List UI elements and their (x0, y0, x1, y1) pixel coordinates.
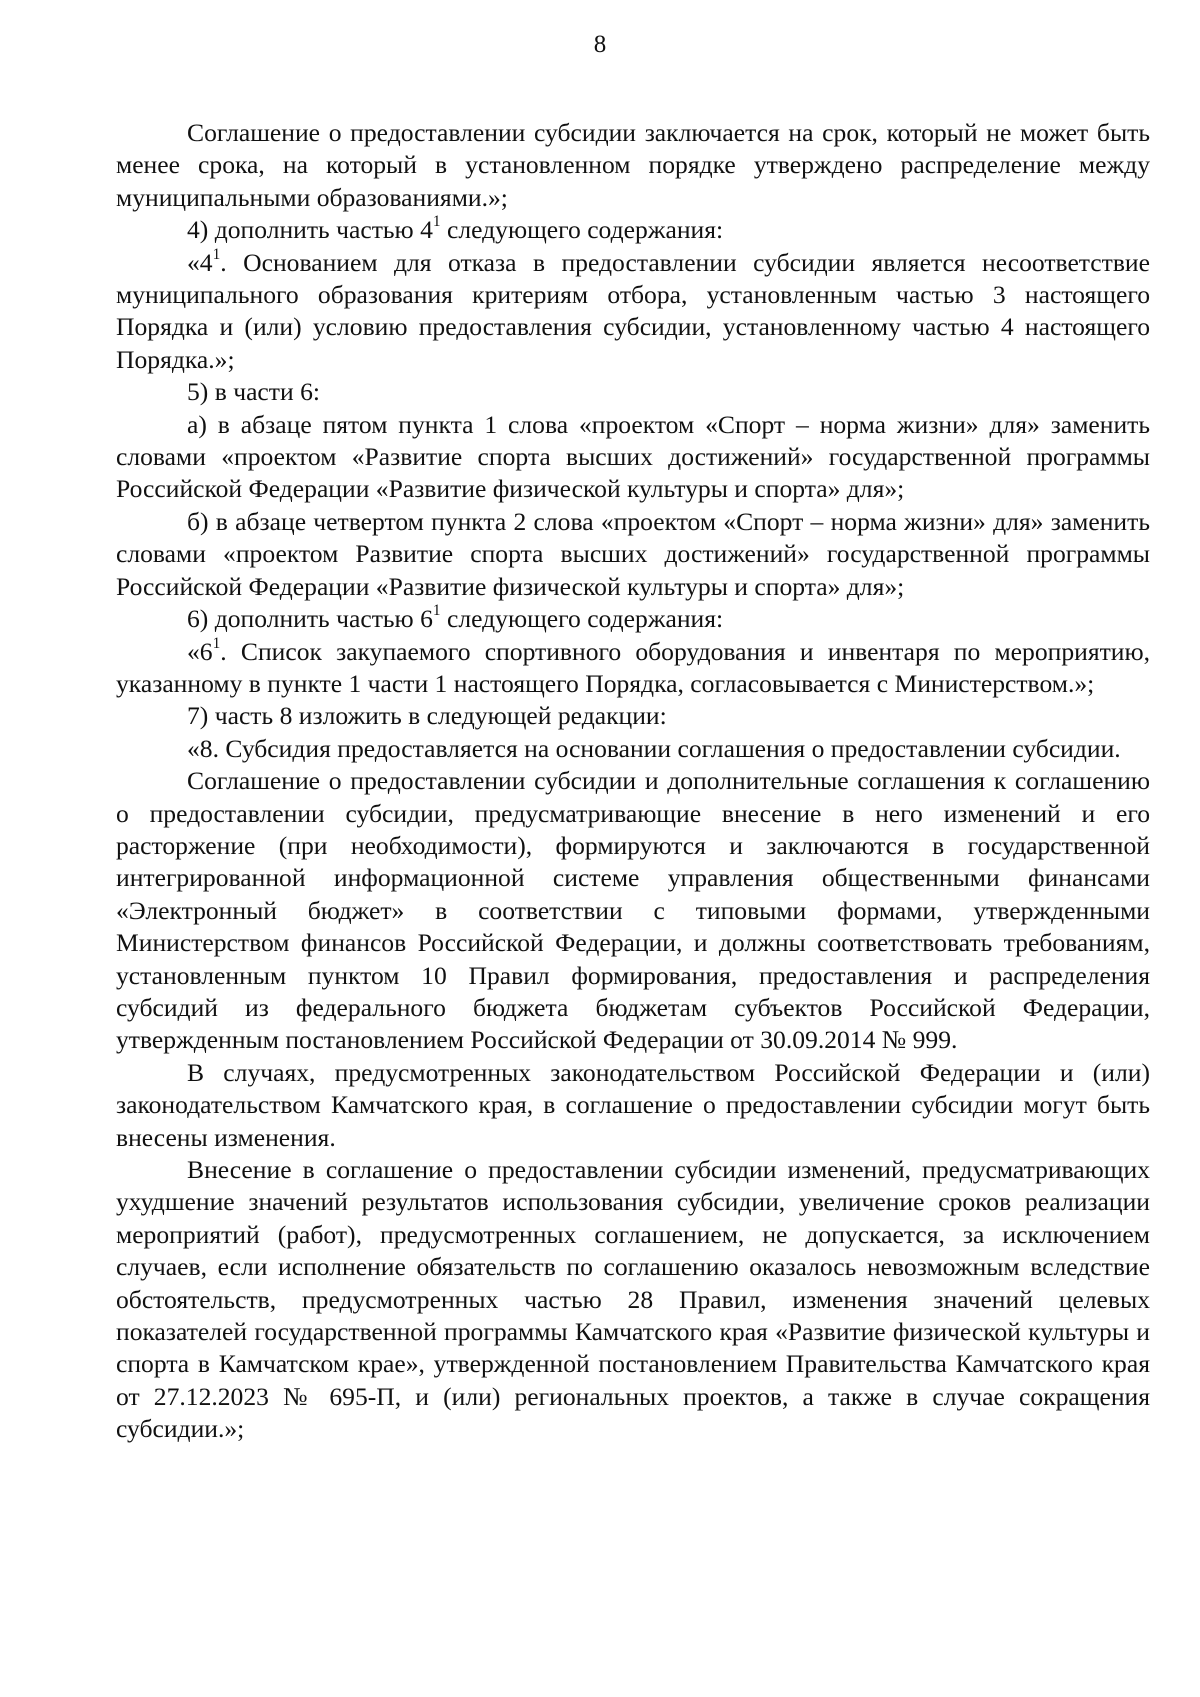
paragraph-item-7 (116, 700, 1150, 732)
paragraph-changes-restrictions (116, 1154, 1150, 1446)
paragraph-subitem-a (116, 409, 1150, 506)
paragraph-text: а) в абзаце пятом пункта 1 слова «проектом «Спорт – норма жизни» для» заменить словами «проектом «Развитие спорта высших достижений» государственной программы Российской Федерации «Развитие физической культуры и спорта» для»; (116, 409, 1150, 504)
paragraph-agreement-changes (116, 1057, 1150, 1154)
paragraph-text-before: 6) дополнить частью 6 (187, 604, 433, 634)
paragraph-text: б) в абзаце четвертом пункта 2 слова «проектом «Спорт – норма жизни» для» заменить словами «проектом Развитие спорта высших достижений» государственной программы Российской Федерации «Развитие физической культуры и спорта» для»; (116, 506, 1150, 601)
paragraph-text: Внесение в соглашение о предоставлении субсидии изменений, предусматривающих ухудшение значений результатов использования субсидии, увеличение сроков реализации мероприятий (работ), предусмотренных соглашением, не допускается, за исключением случаев, если исполнение обязательств по соглашению оказалось невозможным вследствие обстоятельств, предусмотренных частью 28 Правил, изменения значений целевых показателей государственной программы Камчатского края «Развитие физической культуры и спорта в Камчатском крае», утвержденной постановлением Правительства Камчатского края от 27.12.2023 № 695-П, и (или) региональных проектов, а также в случае сокращения субсидии.»; (116, 1155, 1150, 1444)
paragraph-agreement-formation (116, 765, 1150, 1057)
page-number: 8 (593, 31, 607, 58)
document-body (116, 117, 1150, 1446)
paragraph-text-before: 4) дополнить частью 4 (187, 215, 433, 245)
paragraph-text: Соглашение о предоставлении субсидии и дополнительные соглашения к соглашению о предоставлении субсидии, предусматривающие внесение в него изменений и его расторжение (при необходимости), формируются и заключаются в государственной интегрированной информационной системе управления общественными финансами «Электронный бюджет» в соответствии с типовыми формами, утвержденными Министерством финансов Российской Федерации, и должны соответствовать требованиям, установленным пунктом 10 Правил формирования, предоставления и распределения субсидий из федерального бюджета бюджетам субъектов Российской Федерации, утвержденным постановлением Российской Федерации от 30.09.2014 № 999. (116, 766, 1150, 1055)
paragraph-text: 7) часть 8 изложить в следующей редакции: (187, 701, 667, 731)
paragraph-text-after: следующего содержания: (440, 215, 724, 245)
paragraph-text-after: . Список закупаемого спортивного оборудования и инвентаря по мероприятию, указанному в пункте 1 части 1 настоящего Порядка, согласовывается с Министерством.»; (116, 636, 1150, 698)
paragraph-item-5 (116, 376, 1150, 408)
superscript: 1 (212, 245, 221, 263)
paragraph-text-after: . Основанием для отказа в предоставлении субсидии является несоответствие муниципального образования критериям отбора, установленным частью 3 настоящего Порядка и (или) условию предоставления субсидии, установленному частью 4 настоящего Порядка.»; (116, 247, 1150, 374)
paragraph-item-6 (116, 603, 1150, 635)
paragraph-part-6-1 (116, 636, 1150, 701)
paragraph-text: 5) в части 6: (187, 377, 320, 407)
superscript: 1 (212, 634, 221, 652)
superscript: 1 (432, 602, 441, 620)
paragraph-item-4 (116, 214, 1150, 246)
paragraph-text: «8. Субсидия предоставляется на основании соглашения о предоставлении субсидии. (187, 733, 1121, 763)
paragraph-agreement-term (116, 117, 1150, 214)
paragraph-part-4-1 (116, 247, 1150, 377)
paragraph-text-before: «6 (187, 636, 213, 666)
paragraph-subitem-b (116, 506, 1150, 603)
paragraph-text-before: «4 (187, 247, 213, 277)
paragraph-text: В случаях, предусмотренных законодательством Российской Федерации и (или) законодательством Камчатского края, в соглашение о предоставлении субсидии могут быть внесены изменения. (116, 1057, 1150, 1152)
paragraph-text: Соглашение о предоставлении субсидии заключается на срок, который не может быть менее срока, на который в установленном порядке утверждено распределение между муниципальными образованиями.»; (116, 118, 1150, 212)
paragraph-part-8 (116, 733, 1150, 765)
superscript: 1 (432, 213, 441, 231)
paragraph-text-after: следующего содержания: (440, 604, 724, 634)
